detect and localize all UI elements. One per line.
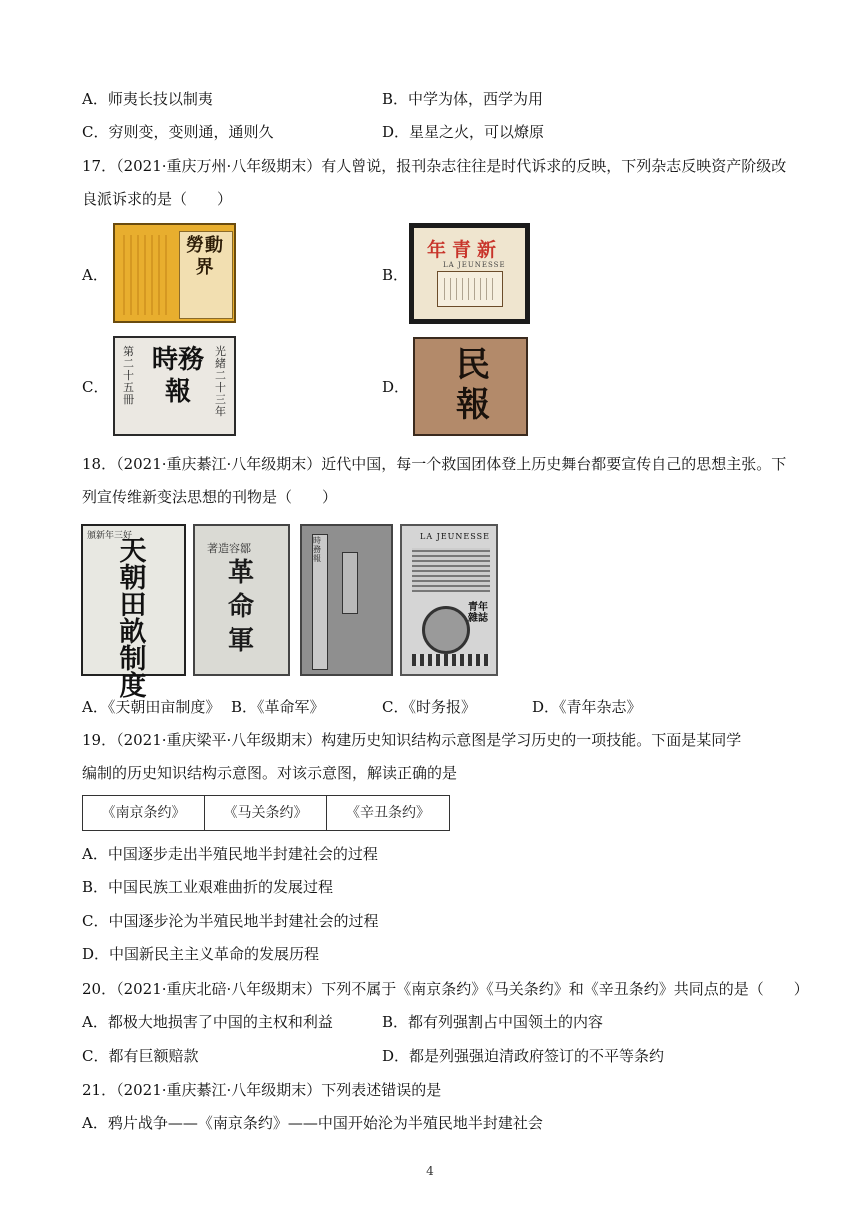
page-number: 4: [426, 1164, 434, 1178]
q16-option-d: D．星星之火，可以燎原: [382, 123, 545, 141]
q16-option-c: C．穷则变，变则通，通则久: [82, 123, 274, 141]
q19-table-cell-2: 《马关条约》: [204, 795, 327, 831]
q18-image-2: [193, 524, 290, 676]
q20-option-d: D．都是列强强迫清政府签订的不平等条约: [382, 1047, 665, 1065]
q21-stem: 21．（2021·重庆綦江·八年级期末）下列表述错误的是: [82, 1081, 442, 1099]
q18-stem-line1: 18．（2021·重庆綦江·八年级期末）近代中国，每一个救国团体登上历史舞台都要宣传自己的思想主张。下: [82, 455, 787, 473]
q16-option-a: A．师夷长技以制夷: [82, 90, 213, 108]
q17-stem-line1: 17．（2021·重庆万州·八年级期末）有人曾说，报刊杂志往往是时代诉求的反映，下列杂志反映资产阶级改: [82, 157, 787, 175]
q17-label-a: A．: [82, 266, 108, 284]
q18-option-c: C．《时务报》: [382, 698, 476, 716]
q17-label-b: B．: [382, 266, 409, 284]
q18-option-a: A．《天朝田亩制度》: [82, 698, 221, 716]
q17-image-b-subtitle: LA JEUNESSE: [443, 261, 506, 269]
q19-option-b: B．中国民族工业艰难曲折的发展过程: [82, 878, 334, 896]
q20-option-a: A．都极大地损害了中国的主权和利益: [82, 1013, 333, 1031]
q19-stem-line1: 19．（2021·重庆梁平·八年级期末）构建历史知识结构示意图是学习历史的一项技能。下面是某同学: [82, 731, 742, 749]
q18-image-1: [81, 524, 186, 702]
q19-table-cell-3: 《辛丑条约》: [326, 795, 450, 831]
q17-label-c: C．: [82, 378, 109, 396]
q19-structure-table: [82, 795, 450, 831]
q17-image-a: [113, 223, 236, 323]
q18-option-b: B．《革命军》: [231, 698, 325, 716]
q17-image-c-side-left: 第二十五冊: [123, 345, 134, 406]
q17-stem-line2: 良派诉求的是（ ）: [82, 190, 233, 208]
q18-image-4: [400, 524, 498, 676]
q17-image-b: [409, 223, 530, 324]
q17-image-c-masthead: 時務報: [151, 345, 204, 407]
q18-stem-line2: 列宣传维新变法思想的刊物是（ ）: [82, 488, 338, 506]
q17-image-a-masthead: 勞動界: [186, 235, 224, 278]
q18-option-d: D．《青年杂志》: [532, 698, 642, 716]
q18-image-4-masthead: LA JEUNESSE: [420, 532, 490, 541]
q17-image-b-masthead: 年青新: [427, 239, 503, 261]
q17-label-d: D．: [382, 378, 410, 396]
q21-option-a: A．鸦片战争——《南京条约》——中国开始沦为半殖民地半封建社会: [82, 1114, 543, 1132]
q16-option-b: B．中学为体，西学为用: [382, 90, 544, 108]
q17-image-c-side-right: 光緒二十三年: [215, 345, 226, 418]
q18-image-1-top: 頒新年三好: [87, 531, 133, 541]
q20-option-c: C．都有巨额赔款: [82, 1047, 199, 1065]
q18-image-4-side: 青年雜誌: [468, 602, 488, 624]
q17-image-c: [113, 336, 236, 436]
q18-image-3-caption: 時務報: [313, 536, 321, 563]
q17-image-d: [413, 337, 528, 436]
q19-table-cell-1: 《南京条约》: [82, 795, 205, 831]
q19-option-a: A．中国逐步走出半殖民地半封建社会的过程: [82, 845, 378, 863]
q20-stem: 20．（2021·重庆北碚·八年级期末）下列不属于《南京条约》《马关条约》和《辛丑条约》共同点的是（ ）: [82, 980, 809, 998]
q18-image-2-masthead: 革命軍: [227, 558, 254, 656]
q17-image-d-masthead: 民報: [456, 345, 490, 425]
q18-image-3: [300, 524, 393, 676]
q18-image-1-masthead: 天朝田畝制度: [119, 536, 147, 702]
q20-option-b: B．都有列强割占中国领土的内容: [382, 1013, 604, 1031]
q19-option-c: C．中国逐步沦为半殖民地半封建社会的过程: [82, 912, 379, 930]
q19-stem-line2: 编制的历史知识结构示意图。对该示意图，解读正确的是: [82, 764, 458, 782]
q18-image-2-top: 著造容鄒: [207, 542, 251, 555]
q19-option-d: D．中国新民主主义革命的发展历程: [82, 945, 320, 963]
